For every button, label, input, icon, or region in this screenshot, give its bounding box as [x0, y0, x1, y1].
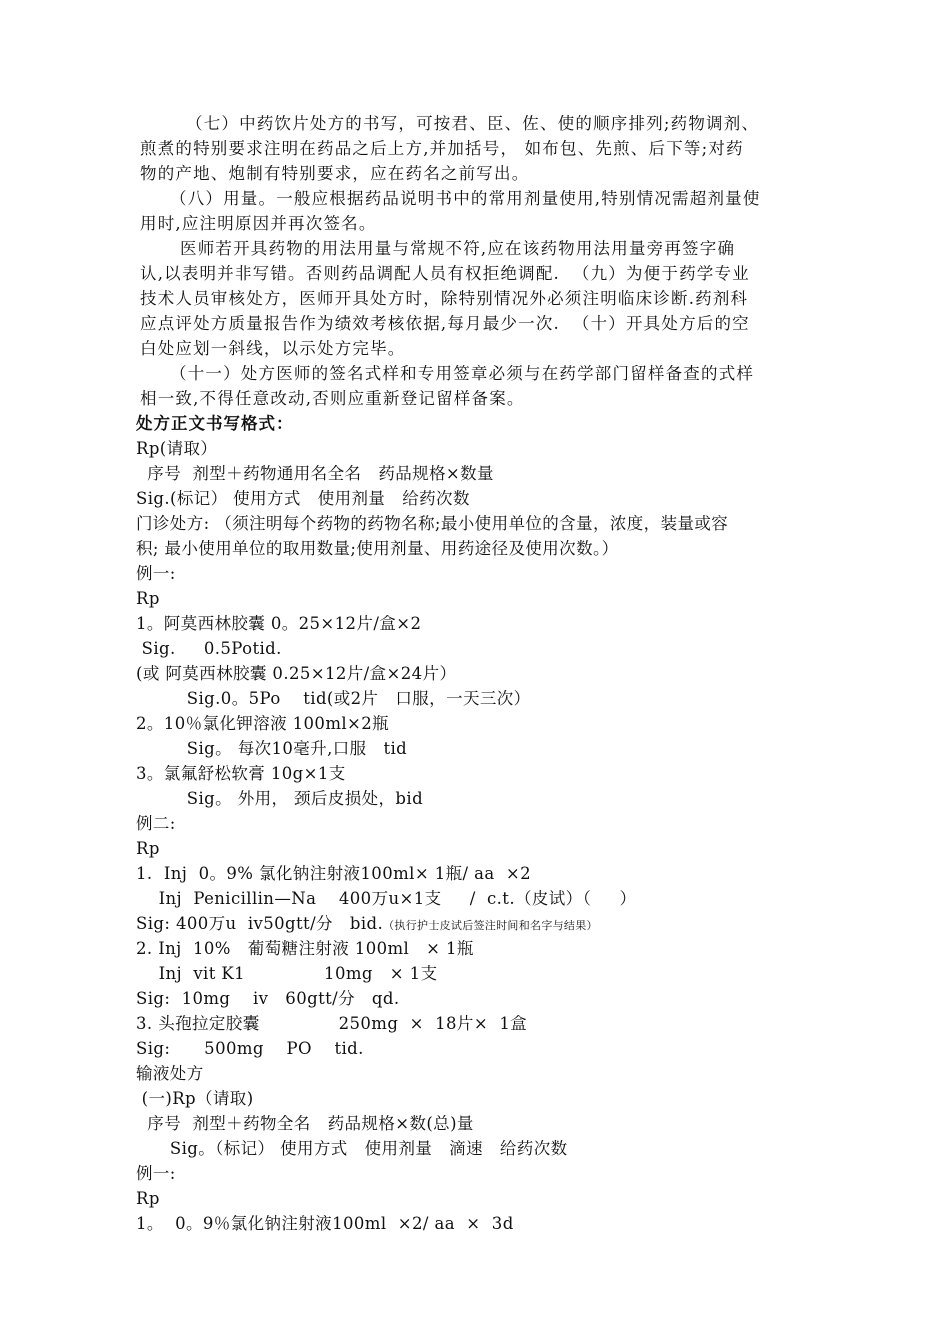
section-heading: 处方正文书写格式： [136, 414, 294, 433]
paragraph-7-line-1: （七）中药饮片处方的书写，可按君、臣、佐、使的顺序排列;药物调剂、 [186, 114, 760, 133]
paragraph-9-line-5: 白处应划一斜线，以示处方完毕。 [140, 339, 406, 358]
infusion-format-sig: Sig。（标记） 使用方式 使用剂量 滴速 给药次数 [136, 1139, 568, 1158]
example-1-item: (或 阿莫西林胶囊 0.25×12片/盒×24片） [136, 664, 457, 683]
infusion-example-title: 例一: [136, 1164, 176, 1183]
outpatient-note-line-1: 门诊处方: （须注明每个药物的药物名称;最小使用单位的含量，浓度，装量或容 [136, 514, 729, 533]
infusion-title: 输液处方 [136, 1064, 204, 1083]
example-1-title: 例一: [136, 564, 176, 583]
format-rp: Rp(请取） [136, 439, 218, 458]
example-2-item: Inj Penicillin—Na 400万u×1支 / c.t.（皮试）（ ） [136, 889, 637, 908]
format-line: 序号 剂型＋药物通用名全名 药品规格×数量 [136, 464, 494, 483]
outpatient-note-line-2: 积; 最小使用单位的取用数量;使用剂量、用药途径及使用次数。） [136, 539, 619, 558]
paragraph-11-line-2: 相一致,不得任意改动,否则应重新登记留样备案。 [140, 389, 525, 408]
example-1-item: Sig. 0.5Potid. [136, 639, 282, 658]
format-sig: Sig.(标记） 使用方式 使用剂量 给药次数 [136, 489, 470, 508]
paragraph-9-line-1: 医师若开具药物的用法用量与常规不符,应在该药物用法用量旁再签字确 [180, 239, 736, 258]
paragraph-7-line-2: 煎煮的特别要求注明在药品之后上方,并加括号， 如布包、先煎、后下等;对药 [140, 139, 744, 158]
infusion-format-line: 序号 剂型＋药物全名 药品规格×数(总)量 [136, 1114, 474, 1133]
example-1-rp: Rp [136, 589, 160, 608]
example-1-item: Sig.0。5Po tid(或2片 口服，一天三次） [136, 689, 531, 708]
example-2-item: 1. Inj 0。9% 氯化钠注射液100ml× 1瓶/ aa ×2 [136, 864, 531, 883]
infusion-example-item: 1。 0。9％氯化钠注射液100ml ×2/ aa × 3d [136, 1214, 514, 1233]
example-1-item: 3。氯氟舒松软膏 10g×1支 [136, 764, 346, 783]
paragraph-9-line-3: 技术人员审核处方，医师开具处方时，除特别情况外必须注明临床诊断.药剂科 [140, 289, 749, 308]
example-2-sig-line [136, 912, 598, 936]
example-1-item: 2。10％氯化钾溶液 100ml×2瓶 [136, 714, 390, 733]
example-2-item: Sig: 10mg iv 60gtt/分 qd. [136, 989, 400, 1008]
nurse-skin-test-note: （执行护士皮试后签注时间和名字与结果） [383, 919, 598, 932]
paragraph-9-line-2: 认,以表明并非写错。否则药品调配人员有权拒绝调配. （九）为便于药学专业 [140, 264, 750, 283]
paragraph-11-line-1: （十一）处方医师的签名式样和专用签章必须与在药学部门留样备查的式样 [170, 364, 755, 383]
example-2-item: Inj vit K1 10mg × 1支 [136, 964, 438, 983]
paragraph-8-line-1: （八）用量。一般应根据药品说明书中的常用剂量使用,特别情况需超剂量使 [170, 189, 761, 208]
paragraph-7-line-3: 物的产地、炮制有特别要求，应在药名之前写出。 [140, 164, 530, 183]
example-1-item: Sig。 每次10毫升,口服 tid [136, 739, 408, 758]
example-2-title: 例二: [136, 814, 176, 833]
example-2-item: 2. Inj 10% 葡萄糖注射液 100ml × 1瓶 [136, 939, 474, 958]
example-2-rp: Rp [136, 839, 160, 858]
example-2-item: 3. 头孢拉定胶囊 250mg × 18片× 1盒 [136, 1014, 528, 1033]
infusion-rp: (一)Rp（请取) [136, 1089, 254, 1108]
paragraph-9-line-4: 应点评处方质量报告作为绩效考核依据,每月最少一次. （十）开具处方后的空 [140, 314, 750, 333]
example-1-item: 1。阿莫西林胶囊 0。25×12片/盒×2 [136, 614, 422, 633]
example-2-sig-main: Sig: 400万u iv50gtt/分 bid. [136, 914, 384, 933]
example-1-item: Sig。 外用， 颈后皮损处，bid [136, 789, 424, 808]
infusion-example-rp: Rp [136, 1189, 160, 1208]
paragraph-8-line-2: 用时,应注明原因并再次签名。 [140, 214, 377, 233]
example-2-item: Sig: 500mg PO tid. [136, 1039, 364, 1058]
